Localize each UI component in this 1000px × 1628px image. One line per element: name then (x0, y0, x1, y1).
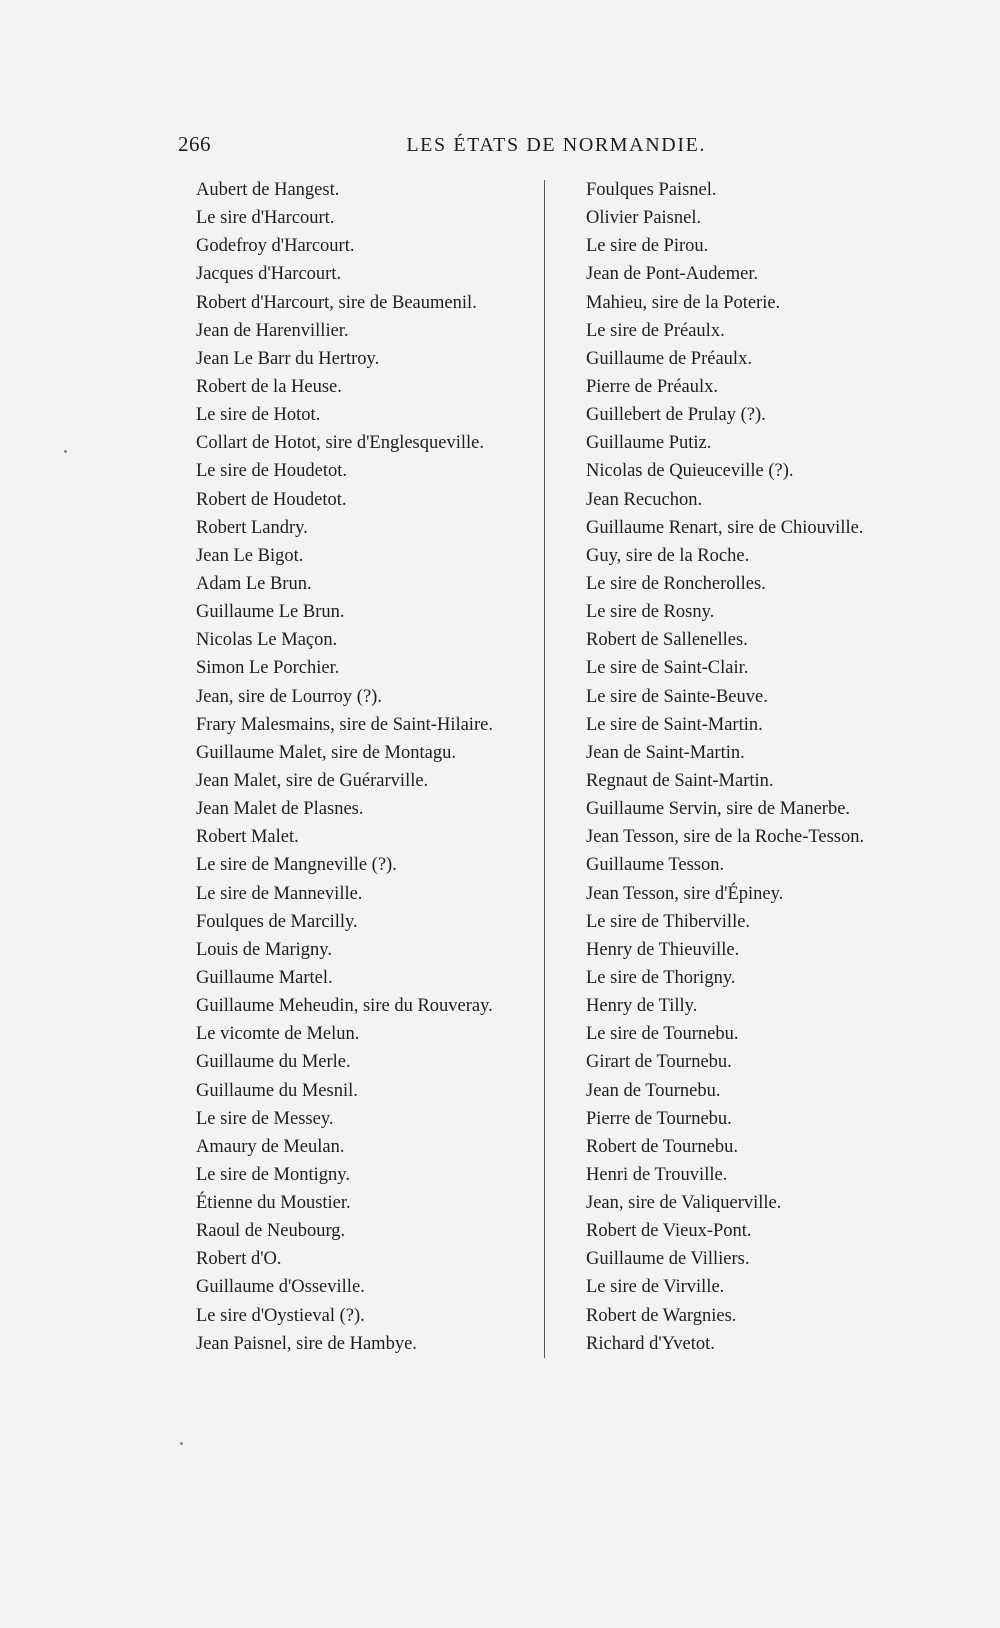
name-entry: Le vicomte de Melun. (196, 1024, 360, 1045)
name-entry: Robert de Wargnies. (586, 1305, 737, 1326)
name-entry: Le sire de Hotot. (196, 405, 321, 426)
name-entry: Guillaume Renart, sire de Chiouville. (586, 517, 864, 538)
name-entry: Jean Le Bigot. (196, 545, 304, 566)
name-entry: Le sire de Préaulx. (586, 320, 725, 341)
paper-speck (180, 1442, 183, 1445)
name-entry: Guillaume de Préaulx. (586, 348, 752, 369)
left-column-name-list (196, 176, 493, 1358)
name-entry: Étienne du Moustier. (196, 1193, 351, 1214)
name-entry: Aubert de Hangest. (196, 180, 340, 200)
name-entry: Jean Tesson, sire de la Roche-Tesson. (586, 827, 865, 848)
name-entry: Le sire de Pirou. (586, 236, 709, 257)
name-entry: Robert de Houdetot. (196, 489, 347, 510)
page-number: 266 (178, 132, 211, 156)
name-entry: Le sire de Virville. (586, 1277, 725, 1298)
name-entry: Jean Recuchon. (586, 489, 703, 510)
name-entry: Henry de Tilly. (586, 996, 698, 1017)
name-entry: Guillaume Meheudin, sire du Rouveray. (196, 996, 493, 1017)
name-entry: Robert de Vieux-Pont. (586, 1221, 752, 1242)
name-entry: Louis de Marigny. (196, 939, 332, 960)
name-entry: Henri de Trouville. (586, 1164, 728, 1185)
name-entry: Olivier Paisnel. (586, 208, 702, 229)
name-entry: Pierre de Préaulx. (586, 376, 719, 397)
name-entry: Jean de Pont-Audemer. (586, 264, 759, 285)
name-entry: Le sire de Houdetot. (196, 461, 348, 482)
name-entry: Robert de Tournebu. (586, 1136, 738, 1157)
name-entry: Jean, sire de Valiquerville. (586, 1193, 782, 1214)
name-entry: Mahieu, sire de la Poterie. (586, 292, 781, 313)
name-entry: Jean Malet, sire de Guérarville. (196, 770, 429, 791)
name-entry: Le sire de Rosny. (586, 602, 715, 623)
column-divider (544, 180, 545, 1358)
name-entry: Le sire d'Harcourt. (196, 208, 335, 229)
name-entry: Guillaume d'Osseville. (196, 1277, 365, 1298)
name-entry: Le sire de Roncherolles. (586, 573, 766, 594)
name-entry: Regnaut de Saint-Martin. (586, 770, 774, 791)
name-entry: Richard d'Yvetot. (586, 1333, 715, 1354)
name-entry: Jean de Saint-Martin. (586, 742, 745, 763)
name-entry: Jean Tesson, sire d'Épiney. (586, 883, 784, 904)
name-entry: Guillaume du Merle. (196, 1052, 351, 1073)
name-entry: Foulques Paisnel. (586, 180, 717, 200)
name-entry: Guillaume Servin, sire de Manerbe. (586, 799, 851, 820)
name-entry: Girart de Tournebu. (586, 1052, 732, 1073)
name-entry: Jean Paisnel, sire de Hambye. (196, 1333, 417, 1354)
name-entry: Simon Le Porchier. (196, 658, 340, 679)
name-entry: Robert de la Heuse. (196, 376, 342, 397)
name-entry: Adam Le Brun. (196, 573, 312, 594)
name-entry: Le sire de Montigny. (196, 1164, 350, 1185)
page-header (178, 132, 706, 162)
running-title: LES ÉTATS DE NORMANDIE. (406, 134, 706, 156)
name-entry: Raoul de Neubourg. (196, 1221, 346, 1242)
name-entry: Jean, sire de Lourroy (?). (196, 686, 382, 707)
name-entry: Foulques de Marcilly. (196, 911, 358, 932)
right-column-name-list (586, 176, 864, 1358)
name-entry: Robert d'Harcourt, sire de Beaumenil. (196, 292, 477, 313)
name-entry: Guillaume Martel. (196, 967, 333, 988)
name-entry: Guillaume du Mesnil. (196, 1080, 358, 1101)
name-entry: Guy, sire de la Roche. (586, 545, 750, 566)
name-entry: Henry de Thieuville. (586, 939, 740, 960)
name-entry: Guillaume Le Brun. (196, 602, 345, 623)
name-entry: Le sire de Manneville. (196, 883, 363, 904)
name-entry: Robert Malet. (196, 827, 299, 848)
name-entry: Frary Malesmains, sire de Saint-Hilaire. (196, 714, 493, 735)
name-entry: Jean Malet de Plasnes. (196, 799, 364, 820)
name-entry: Collart de Hotot, sire d'Englesqueville. (196, 433, 484, 454)
name-entry: Le sire de Mangneville (?). (196, 855, 397, 876)
name-entry: Le sire de Messey. (196, 1108, 334, 1129)
name-entry: Guillaume de Villiers. (586, 1249, 750, 1270)
name-entry: Pierre de Tournebu. (586, 1108, 732, 1129)
name-entry: Godefroy d'Harcourt. (196, 236, 355, 257)
name-entry: Le sire de Saint-Martin. (586, 714, 763, 735)
name-entry: Amaury de Meulan. (196, 1136, 345, 1157)
name-entry: Le sire de Saint-Clair. (586, 658, 749, 679)
name-entry: Robert Landry. (196, 517, 308, 538)
name-entry: Le sire de Thiberville. (586, 911, 751, 932)
name-entry: Jacques d'Harcourt. (196, 264, 342, 285)
name-entry: Robert de Sallenelles. (586, 630, 748, 651)
name-entry: Guillebert de Prulay (?). (586, 405, 766, 426)
name-entry: Le sire d'Oystieval (?). (196, 1305, 365, 1326)
name-entry: Guillaume Tesson. (586, 855, 725, 876)
name-entry: Nicolas de Quieuceville (?). (586, 461, 794, 482)
name-entry: Robert d'O. (196, 1249, 282, 1270)
name-entry: Le sire de Thorigny. (586, 967, 736, 988)
name-entry: Jean de Tournebu. (586, 1080, 721, 1101)
name-entry: Guillaume Malet, sire de Montagu. (196, 742, 456, 763)
name-entry: Nicolas Le Maçon. (196, 630, 338, 651)
paper-speck (64, 450, 67, 453)
name-entry: Guillaume Putiz. (586, 433, 712, 454)
name-entry: Jean de Harenvillier. (196, 320, 349, 341)
name-entry: Jean Le Barr du Hertroy. (196, 348, 380, 369)
name-entry: Le sire de Tournebu. (586, 1024, 739, 1045)
name-entry: Le sire de Sainte-Beuve. (586, 686, 768, 707)
